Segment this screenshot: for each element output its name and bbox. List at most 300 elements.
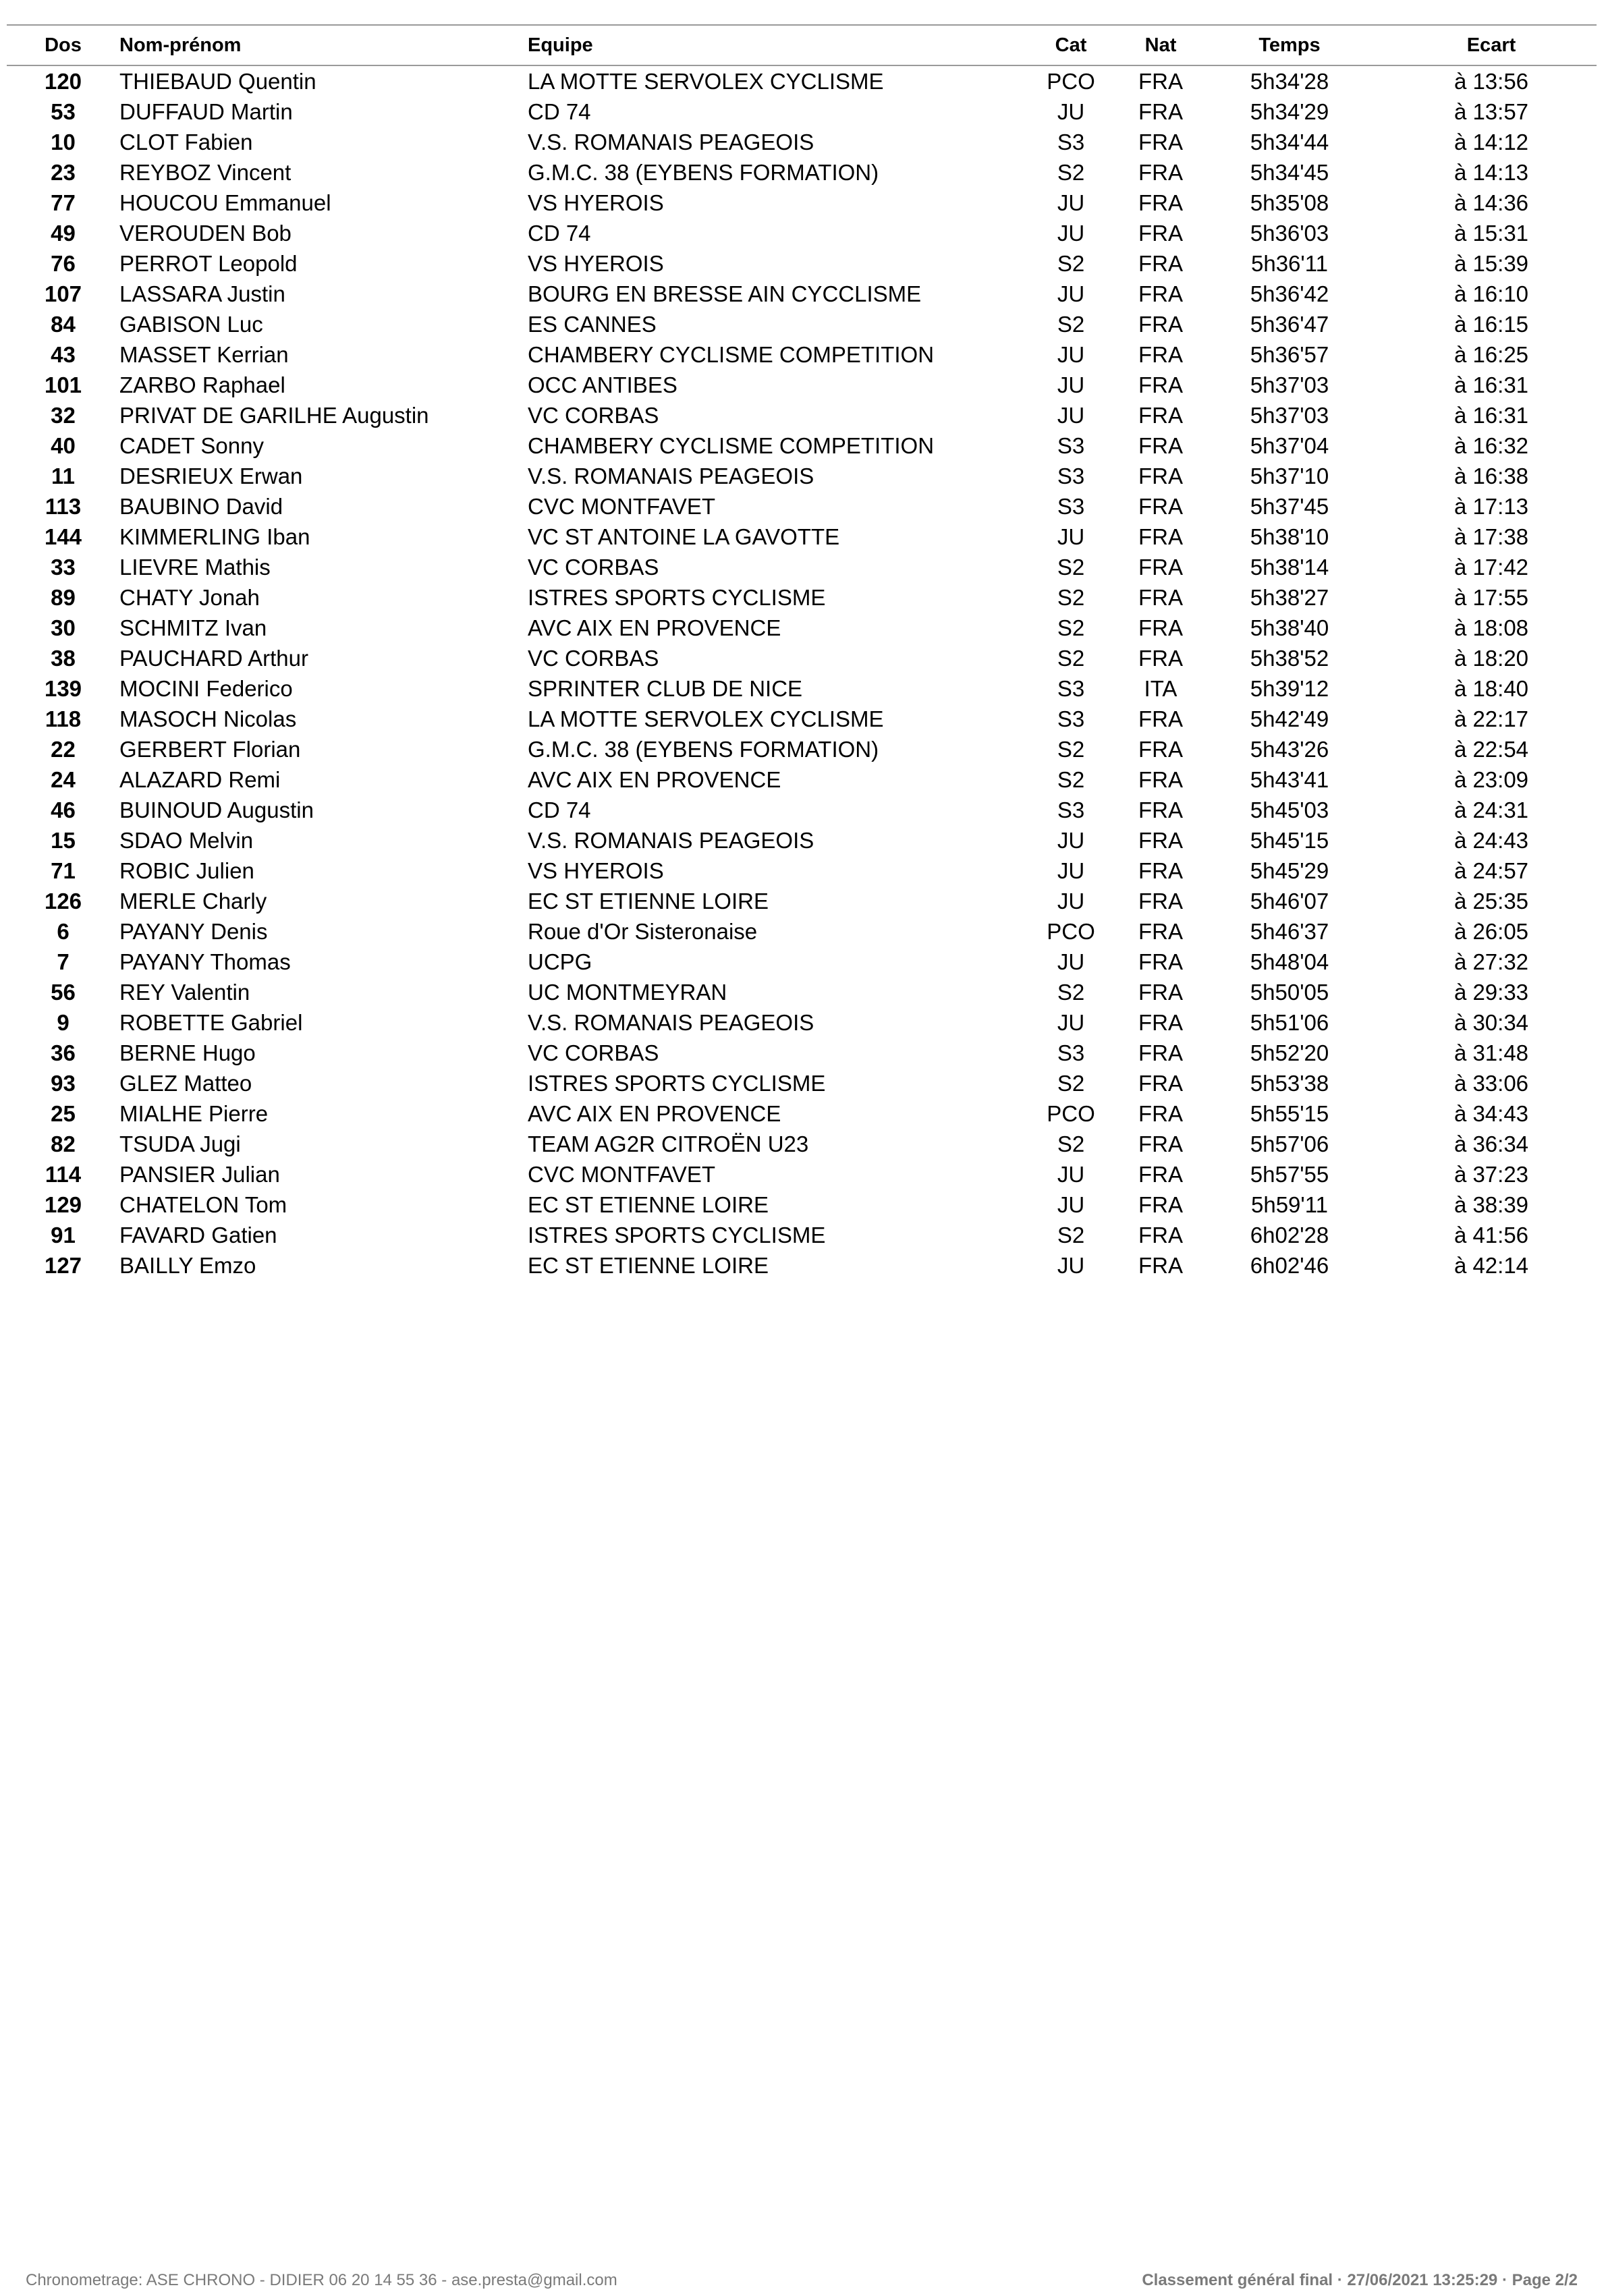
cell-nom-prenom: REY Valentin: [119, 980, 250, 1005]
cell-nom-prenom: ROBETTE Gabriel: [119, 1010, 303, 1035]
cell-equipe: ES CANNES: [528, 312, 657, 337]
table-row: [7, 339, 1597, 370]
cell-nat: FRA: [1138, 494, 1183, 519]
cell-cat: JU: [1057, 221, 1085, 246]
cell-nom-prenom: ROBIC Julien: [119, 858, 254, 883]
cell-cat: JU: [1057, 1162, 1085, 1187]
cell-nat: FRA: [1138, 737, 1183, 762]
cell-dos: 24: [51, 767, 76, 792]
cell-dos: 49: [51, 221, 76, 246]
cell-ecart: à 17:42: [1453, 555, 1529, 580]
table-row: [7, 430, 1597, 461]
header-temps: Temps: [1193, 25, 1386, 65]
cell-dos: 23: [51, 160, 76, 185]
cell-nat: FRA: [1138, 1192, 1183, 1217]
cell-dos: 139: [44, 676, 82, 701]
cell-ecart: à 15:39: [1453, 251, 1529, 276]
cell-temps: 5h36'42: [1250, 281, 1329, 306]
cell-nom-prenom: FAVARD Gatien: [119, 1223, 277, 1248]
cell-nom-prenom: SDAO Melvin: [119, 828, 254, 853]
cell-nat: FRA: [1138, 949, 1183, 974]
header-dos: Dos: [7, 25, 119, 65]
cell-temps: 5h43'41: [1250, 767, 1329, 792]
cell-ecart: à 42:14: [1453, 1253, 1529, 1278]
cell-temps: 5h37'10: [1250, 464, 1329, 488]
cell-temps: 5h46'07: [1250, 889, 1329, 914]
cell-dos: 144: [44, 524, 82, 549]
cell-ecart: à 22:17: [1453, 706, 1529, 731]
cell-nom-prenom: PAUCHARD Arthur: [119, 646, 308, 671]
cell-dos: 77: [51, 190, 76, 215]
cell-temps: 5h57'06: [1250, 1131, 1329, 1156]
table-row: [7, 309, 1597, 339]
table-row: [7, 127, 1597, 157]
cell-equipe: OCC ANTIBES: [528, 372, 677, 397]
table-row: [7, 704, 1597, 734]
cell-nom-prenom: GLEZ Matteo: [119, 1071, 252, 1096]
cell-dos: 82: [51, 1131, 76, 1156]
cell-cat: S3: [1057, 706, 1085, 731]
cell-ecart: à 16:15: [1453, 312, 1529, 337]
table-row: [7, 96, 1597, 127]
cell-nom-prenom: MASSET Kerrian: [119, 342, 289, 367]
cell-nat: FRA: [1138, 980, 1183, 1005]
cell-temps: 5h53'38: [1250, 1071, 1329, 1096]
cell-nom-prenom: REYBOZ Vincent: [119, 160, 292, 185]
cell-nom-prenom: THIEBAUD Quentin: [119, 69, 316, 94]
cell-nat: FRA: [1138, 767, 1183, 792]
header-row: [7, 25, 1597, 65]
cell-ecart: à 22:54: [1453, 737, 1529, 762]
cell-cat: S2: [1057, 980, 1085, 1005]
cell-nat: FRA: [1138, 403, 1183, 428]
cell-equipe: V.S. ROMANAIS PEAGEOIS: [528, 130, 814, 155]
cell-nom-prenom: SCHMITZ Ivan: [119, 615, 267, 640]
cell-nat: FRA: [1138, 69, 1183, 94]
cell-ecart: à 24:43: [1453, 828, 1529, 853]
cell-dos: 10: [51, 130, 76, 155]
cell-dos: 107: [44, 281, 82, 306]
table-row: [7, 65, 1597, 96]
cell-cat: JU: [1057, 889, 1085, 914]
cell-temps: 5h37'45: [1250, 494, 1329, 519]
table-row: [7, 1007, 1597, 1038]
cell-dos: 33: [51, 555, 76, 580]
cell-dos: 91: [51, 1223, 76, 1248]
cell-cat: PCO: [1047, 69, 1095, 94]
table-row: [7, 582, 1597, 613]
cell-nat: FRA: [1138, 858, 1183, 883]
cell-nom-prenom: BERNE Hugo: [119, 1040, 256, 1065]
cell-ecart: à 14:12: [1453, 130, 1529, 155]
cell-temps: 5h45'29: [1250, 858, 1329, 883]
table-row: [7, 279, 1597, 309]
cell-equipe: G.M.C. 38 (EYBENS FORMATION): [528, 160, 879, 185]
cell-cat: PCO: [1047, 919, 1095, 944]
cell-temps: 5h45'03: [1250, 797, 1329, 822]
table-row: [7, 461, 1597, 491]
cell-nat: FRA: [1138, 706, 1183, 731]
table-row: [7, 1189, 1597, 1220]
cell-nat: FRA: [1138, 889, 1183, 914]
cell-dos: 93: [51, 1071, 76, 1096]
cell-ecart: à 16:32: [1453, 433, 1529, 458]
table-row: [7, 673, 1597, 704]
cell-nat: FRA: [1138, 585, 1183, 610]
table-row: [7, 552, 1597, 582]
cell-nat: FRA: [1138, 130, 1183, 155]
cell-nat: FRA: [1138, 797, 1183, 822]
table-row: [7, 795, 1597, 825]
cell-dos: 46: [51, 797, 76, 822]
cell-temps: 5h59'11: [1251, 1192, 1328, 1217]
cell-nom-prenom: BAUBINO David: [119, 494, 283, 519]
table-row: [7, 856, 1597, 886]
cell-ecart: à 37:23: [1453, 1162, 1529, 1187]
cell-nat: FRA: [1138, 251, 1183, 276]
table-row: [7, 188, 1597, 218]
cell-nat: FRA: [1138, 1162, 1183, 1187]
cell-ecart: à 26:05: [1453, 919, 1529, 944]
cell-cat: S2: [1057, 585, 1085, 610]
cell-cat: S3: [1057, 130, 1085, 155]
cell-ecart: à 25:35: [1453, 889, 1529, 914]
cell-equipe: CVC MONTFAVET: [528, 494, 716, 519]
cell-nat: ITA: [1144, 676, 1178, 701]
cell-dos: 38: [51, 646, 76, 671]
cell-equipe: VS HYEROIS: [528, 858, 664, 883]
cell-ecart: à 30:34: [1453, 1010, 1529, 1035]
cell-cat: JU: [1057, 524, 1085, 549]
cell-ecart: à 18:40: [1453, 676, 1529, 701]
cell-nat: FRA: [1138, 555, 1183, 580]
cell-equipe: CHAMBERY CYCLISME COMPETITION: [528, 433, 935, 458]
cell-cat: JU: [1057, 828, 1085, 853]
cell-cat: S2: [1057, 251, 1085, 276]
cell-nom-prenom: PAYANY Thomas: [119, 949, 291, 974]
cell-equipe: UCPG: [528, 949, 592, 974]
table-row: [7, 1038, 1597, 1068]
table-row: [7, 947, 1597, 977]
cell-temps: 5h42'49: [1250, 706, 1329, 731]
table-row: [7, 218, 1597, 248]
cell-ecart: à 16:31: [1453, 403, 1529, 428]
cell-nat: FRA: [1138, 190, 1183, 215]
cell-cat: JU: [1057, 1253, 1085, 1278]
cell-dos: 30: [51, 615, 76, 640]
cell-cat: JU: [1057, 1010, 1085, 1035]
table-row: [7, 1098, 1597, 1129]
cell-nom-prenom: CLOT Fabien: [119, 130, 253, 155]
cell-nom-prenom: PERROT Leopold: [119, 251, 298, 276]
cell-nat: FRA: [1138, 919, 1183, 944]
cell-equipe: EC ST ETIENNE LOIRE: [528, 1192, 769, 1217]
cell-temps: 5h57'55: [1250, 1162, 1329, 1187]
cell-ecart: à 17:55: [1453, 585, 1529, 610]
cell-cat: S3: [1057, 797, 1085, 822]
cell-cat: S3: [1057, 494, 1085, 519]
cell-temps: 5h46'37: [1250, 919, 1329, 944]
cell-dos: 127: [44, 1253, 82, 1278]
cell-ecart: à 13:56: [1453, 69, 1529, 94]
cell-temps: 5h36'57: [1250, 342, 1329, 367]
cell-cat: PCO: [1047, 1101, 1095, 1126]
cell-cat: JU: [1057, 858, 1085, 883]
cell-nom-prenom: PANSIER Julian: [119, 1162, 280, 1187]
cell-equipe: VC CORBAS: [528, 403, 659, 428]
cell-cat: S2: [1057, 615, 1085, 640]
cell-dos: 53: [51, 99, 76, 124]
cell-temps: 5h43'26: [1250, 737, 1329, 762]
cell-nom-prenom: VEROUDEN Bob: [119, 221, 292, 246]
cell-nat: FRA: [1138, 1040, 1183, 1065]
cell-dos: 40: [51, 433, 76, 458]
cell-temps: 5h38'27: [1250, 585, 1329, 610]
cell-equipe: VS HYEROIS: [528, 190, 664, 215]
header-cat: Cat: [1014, 25, 1128, 65]
table-row: [7, 1159, 1597, 1189]
footer-timing-credit: Chronometrage: ASE CHRONO - DIDIER 06 20 14 55 36 - ase.presta@gmail.com: [26, 2271, 617, 2289]
cell-equipe: CVC MONTFAVET: [528, 1162, 716, 1187]
cell-equipe: TEAM AG2R CITROËN U23: [528, 1131, 809, 1156]
table-row: [7, 977, 1597, 1007]
cell-temps: 5h34'29: [1250, 99, 1329, 124]
cell-dos: 120: [44, 69, 82, 94]
cell-equipe: EC ST ETIENNE LOIRE: [528, 1253, 769, 1278]
cell-equipe: ISTRES SPORTS CYCLISME: [528, 1071, 826, 1096]
cell-nat: FRA: [1138, 1071, 1183, 1096]
cell-nom-prenom: HOUCOU Emmanuel: [119, 190, 331, 215]
cell-nom-prenom: ALAZARD Remi: [119, 767, 281, 792]
cell-ecart: à 15:31: [1453, 221, 1529, 246]
cell-equipe: LA MOTTE SERVOLEX CYCLISME: [528, 706, 884, 731]
cell-nat: FRA: [1138, 646, 1183, 671]
table-row: [7, 1220, 1597, 1250]
cell-nat: FRA: [1138, 524, 1183, 549]
cell-ecart: à 36:34: [1453, 1131, 1529, 1156]
table-row: [7, 613, 1597, 643]
cell-nat: FRA: [1138, 221, 1183, 246]
cell-ecart: à 16:31: [1453, 372, 1529, 397]
cell-dos: 6: [57, 919, 70, 944]
header-nom-prenom: Nom-prénom: [119, 25, 528, 65]
cell-nat: FRA: [1138, 160, 1183, 185]
cell-equipe: VC ST ANTOINE LA GAVOTTE: [528, 524, 840, 549]
cell-temps: 5h38'52: [1250, 646, 1329, 671]
cell-dos: 32: [51, 403, 76, 428]
table-row: [7, 1129, 1597, 1159]
table-row: [7, 370, 1597, 400]
table-row: [7, 157, 1597, 188]
cell-cat: S2: [1057, 555, 1085, 580]
cell-temps: 5h55'15: [1250, 1101, 1329, 1126]
cell-equipe: V.S. ROMANAIS PEAGEOIS: [528, 828, 814, 853]
header-ecart: Ecart: [1386, 25, 1597, 65]
cell-temps: 5h37'03: [1250, 372, 1329, 397]
cell-dos: 129: [44, 1192, 82, 1217]
cell-cat: JU: [1057, 403, 1085, 428]
cell-nom-prenom: GERBERT Florian: [119, 737, 301, 762]
cell-ecart: à 18:08: [1453, 615, 1529, 640]
cell-temps: 5h38'14: [1250, 555, 1329, 580]
cell-temps: 6h02'28: [1250, 1223, 1329, 1248]
cell-equipe: AVC AIX EN PROVENCE: [528, 615, 781, 640]
cell-nom-prenom: BUINOUD Augustin: [119, 797, 314, 822]
cell-nom-prenom: BAILLY Emzo: [119, 1253, 256, 1278]
cell-nom-prenom: CADET Sonny: [119, 433, 264, 458]
cell-dos: 25: [51, 1101, 76, 1126]
cell-ecart: à 14:36: [1453, 190, 1529, 215]
cell-temps: 5h52'20: [1250, 1040, 1329, 1065]
cell-temps: 5h39'12: [1250, 676, 1329, 701]
cell-equipe: VC CORBAS: [528, 1040, 659, 1065]
cell-cat: S3: [1057, 433, 1085, 458]
cell-nom-prenom: MASOCH Nicolas: [119, 706, 297, 731]
cell-ecart: à 24:31: [1453, 797, 1529, 822]
cell-nom-prenom: MERLE Charly: [119, 889, 267, 914]
cell-equipe: VS HYEROIS: [528, 251, 664, 276]
footer-page-info: Classement général final · 27/06/2021 13:25:29 · Page 2/2: [1142, 2271, 1578, 2289]
cell-cat: S2: [1057, 1071, 1085, 1096]
cell-temps: 5h36'03: [1250, 221, 1329, 246]
cell-temps: 5h34'45: [1250, 160, 1329, 185]
cell-equipe: ISTRES SPORTS CYCLISME: [528, 1223, 826, 1248]
header-equipe: Equipe: [528, 25, 1014, 65]
cell-dos: 114: [45, 1162, 82, 1187]
table-row: [7, 522, 1597, 552]
cell-cat: S2: [1057, 312, 1085, 337]
cell-dos: 126: [44, 889, 82, 914]
cell-equipe: CHAMBERY CYCLISME COMPETITION: [528, 342, 935, 367]
cell-nat: FRA: [1138, 372, 1183, 397]
cell-temps: 6h02'46: [1250, 1253, 1329, 1278]
cell-nom-prenom: PRIVAT DE GARILHE Augustin: [119, 403, 429, 428]
cell-temps: 5h51'06: [1250, 1010, 1329, 1035]
header-nat: Nat: [1128, 25, 1193, 65]
cell-equipe: G.M.C. 38 (EYBENS FORMATION): [528, 737, 879, 762]
cell-equipe: VC CORBAS: [528, 646, 659, 671]
table-row: [7, 886, 1597, 916]
table-row: [7, 491, 1597, 522]
cell-dos: 101: [44, 372, 82, 397]
cell-ecart: à 41:56: [1453, 1223, 1529, 1248]
cell-nom-prenom: ZARBO Raphael: [119, 372, 285, 397]
cell-nat: FRA: [1138, 1101, 1183, 1126]
cell-ecart: à 18:20: [1453, 646, 1529, 671]
cell-nom-prenom: GABISON Luc: [119, 312, 263, 337]
cell-nat: FRA: [1138, 342, 1183, 367]
cell-nom-prenom: KIMMERLING Iban: [119, 524, 310, 549]
cell-nom-prenom: MIALHE Pierre: [119, 1101, 269, 1126]
cell-ecart: à 23:09: [1453, 767, 1529, 792]
cell-temps: 5h48'04: [1250, 949, 1329, 974]
cell-ecart: à 29:33: [1453, 980, 1529, 1005]
cell-ecart: à 17:13: [1453, 494, 1529, 519]
table-row: [7, 1068, 1597, 1098]
cell-nom-prenom: CHATELON Tom: [119, 1192, 287, 1217]
cell-cat: JU: [1057, 281, 1085, 306]
cell-ecart: à 24:57: [1453, 858, 1529, 883]
cell-nat: FRA: [1138, 1253, 1183, 1278]
cell-equipe: CD 74: [528, 221, 591, 246]
cell-dos: 36: [51, 1040, 76, 1065]
cell-cat: S2: [1057, 646, 1085, 671]
table-row: [7, 825, 1597, 856]
results-table-body: [7, 65, 1597, 1281]
cell-equipe: EC ST ETIENNE LOIRE: [528, 889, 769, 914]
cell-equipe: AVC AIX EN PROVENCE: [528, 767, 781, 792]
cell-equipe: SPRINTER CLUB DE NICE: [528, 676, 803, 701]
cell-equipe: ISTRES SPORTS CYCLISME: [528, 585, 826, 610]
results-table-header: [7, 25, 1597, 65]
cell-equipe: CD 74: [528, 99, 591, 124]
table-row: [7, 734, 1597, 764]
cell-dos: 7: [57, 949, 70, 974]
cell-temps: 5h36'47: [1250, 312, 1329, 337]
cell-nom-prenom: CHATY Jonah: [119, 585, 260, 610]
cell-temps: 5h34'44: [1250, 130, 1329, 155]
cell-dos: 56: [51, 980, 76, 1005]
cell-cat: JU: [1057, 372, 1085, 397]
cell-dos: 9: [57, 1010, 70, 1035]
cell-cat: S2: [1057, 737, 1085, 762]
table-row: [7, 916, 1597, 947]
cell-temps: 5h35'08: [1250, 190, 1329, 215]
table-row: [7, 400, 1597, 430]
table-row: [7, 1250, 1597, 1281]
cell-nat: FRA: [1138, 464, 1183, 488]
cell-equipe: UC MONTMEYRAN: [528, 980, 727, 1005]
cell-temps: 5h37'03: [1250, 403, 1329, 428]
cell-cat: JU: [1057, 342, 1085, 367]
cell-equipe: V.S. ROMANAIS PEAGEOIS: [528, 464, 814, 488]
cell-dos: 84: [51, 312, 76, 337]
cell-nom-prenom: DUFFAUD Martin: [119, 99, 293, 124]
cell-equipe: LA MOTTE SERVOLEX CYCLISME: [528, 69, 884, 94]
cell-equipe: VC CORBAS: [528, 555, 659, 580]
cell-equipe: Roue d'Or Sisteronaise: [528, 919, 758, 944]
cell-ecart: à 13:57: [1453, 99, 1529, 124]
cell-cat: S2: [1057, 1223, 1085, 1248]
cell-nat: FRA: [1138, 312, 1183, 337]
cell-nat: FRA: [1138, 1223, 1183, 1248]
cell-ecart: à 33:06: [1453, 1071, 1529, 1096]
cell-dos: 15: [51, 828, 76, 853]
cell-cat: S3: [1057, 676, 1085, 701]
cell-cat: S3: [1057, 1040, 1085, 1065]
cell-nat: FRA: [1138, 281, 1183, 306]
cell-nom-prenom: DESRIEUX Erwan: [119, 464, 303, 488]
cell-nat: FRA: [1138, 1010, 1183, 1035]
cell-cat: JU: [1057, 190, 1085, 215]
cell-dos: 76: [51, 251, 76, 276]
cell-temps: 5h38'40: [1250, 615, 1329, 640]
cell-cat: S3: [1057, 464, 1085, 488]
cell-temps: 5h36'11: [1251, 251, 1328, 276]
results-table: [7, 24, 1597, 1281]
cell-ecart: à 17:38: [1453, 524, 1529, 549]
cell-dos: 113: [45, 494, 82, 519]
cell-temps: 5h38'10: [1250, 524, 1329, 549]
cell-dos: 43: [51, 342, 76, 367]
cell-nat: FRA: [1138, 433, 1183, 458]
cell-ecart: à 16:10: [1453, 281, 1529, 306]
cell-temps: 5h50'05: [1250, 980, 1329, 1005]
cell-temps: 5h37'04: [1250, 433, 1329, 458]
cell-cat: JU: [1057, 1192, 1085, 1217]
cell-nom-prenom: LASSARA Justin: [119, 281, 285, 306]
cell-equipe: CD 74: [528, 797, 591, 822]
